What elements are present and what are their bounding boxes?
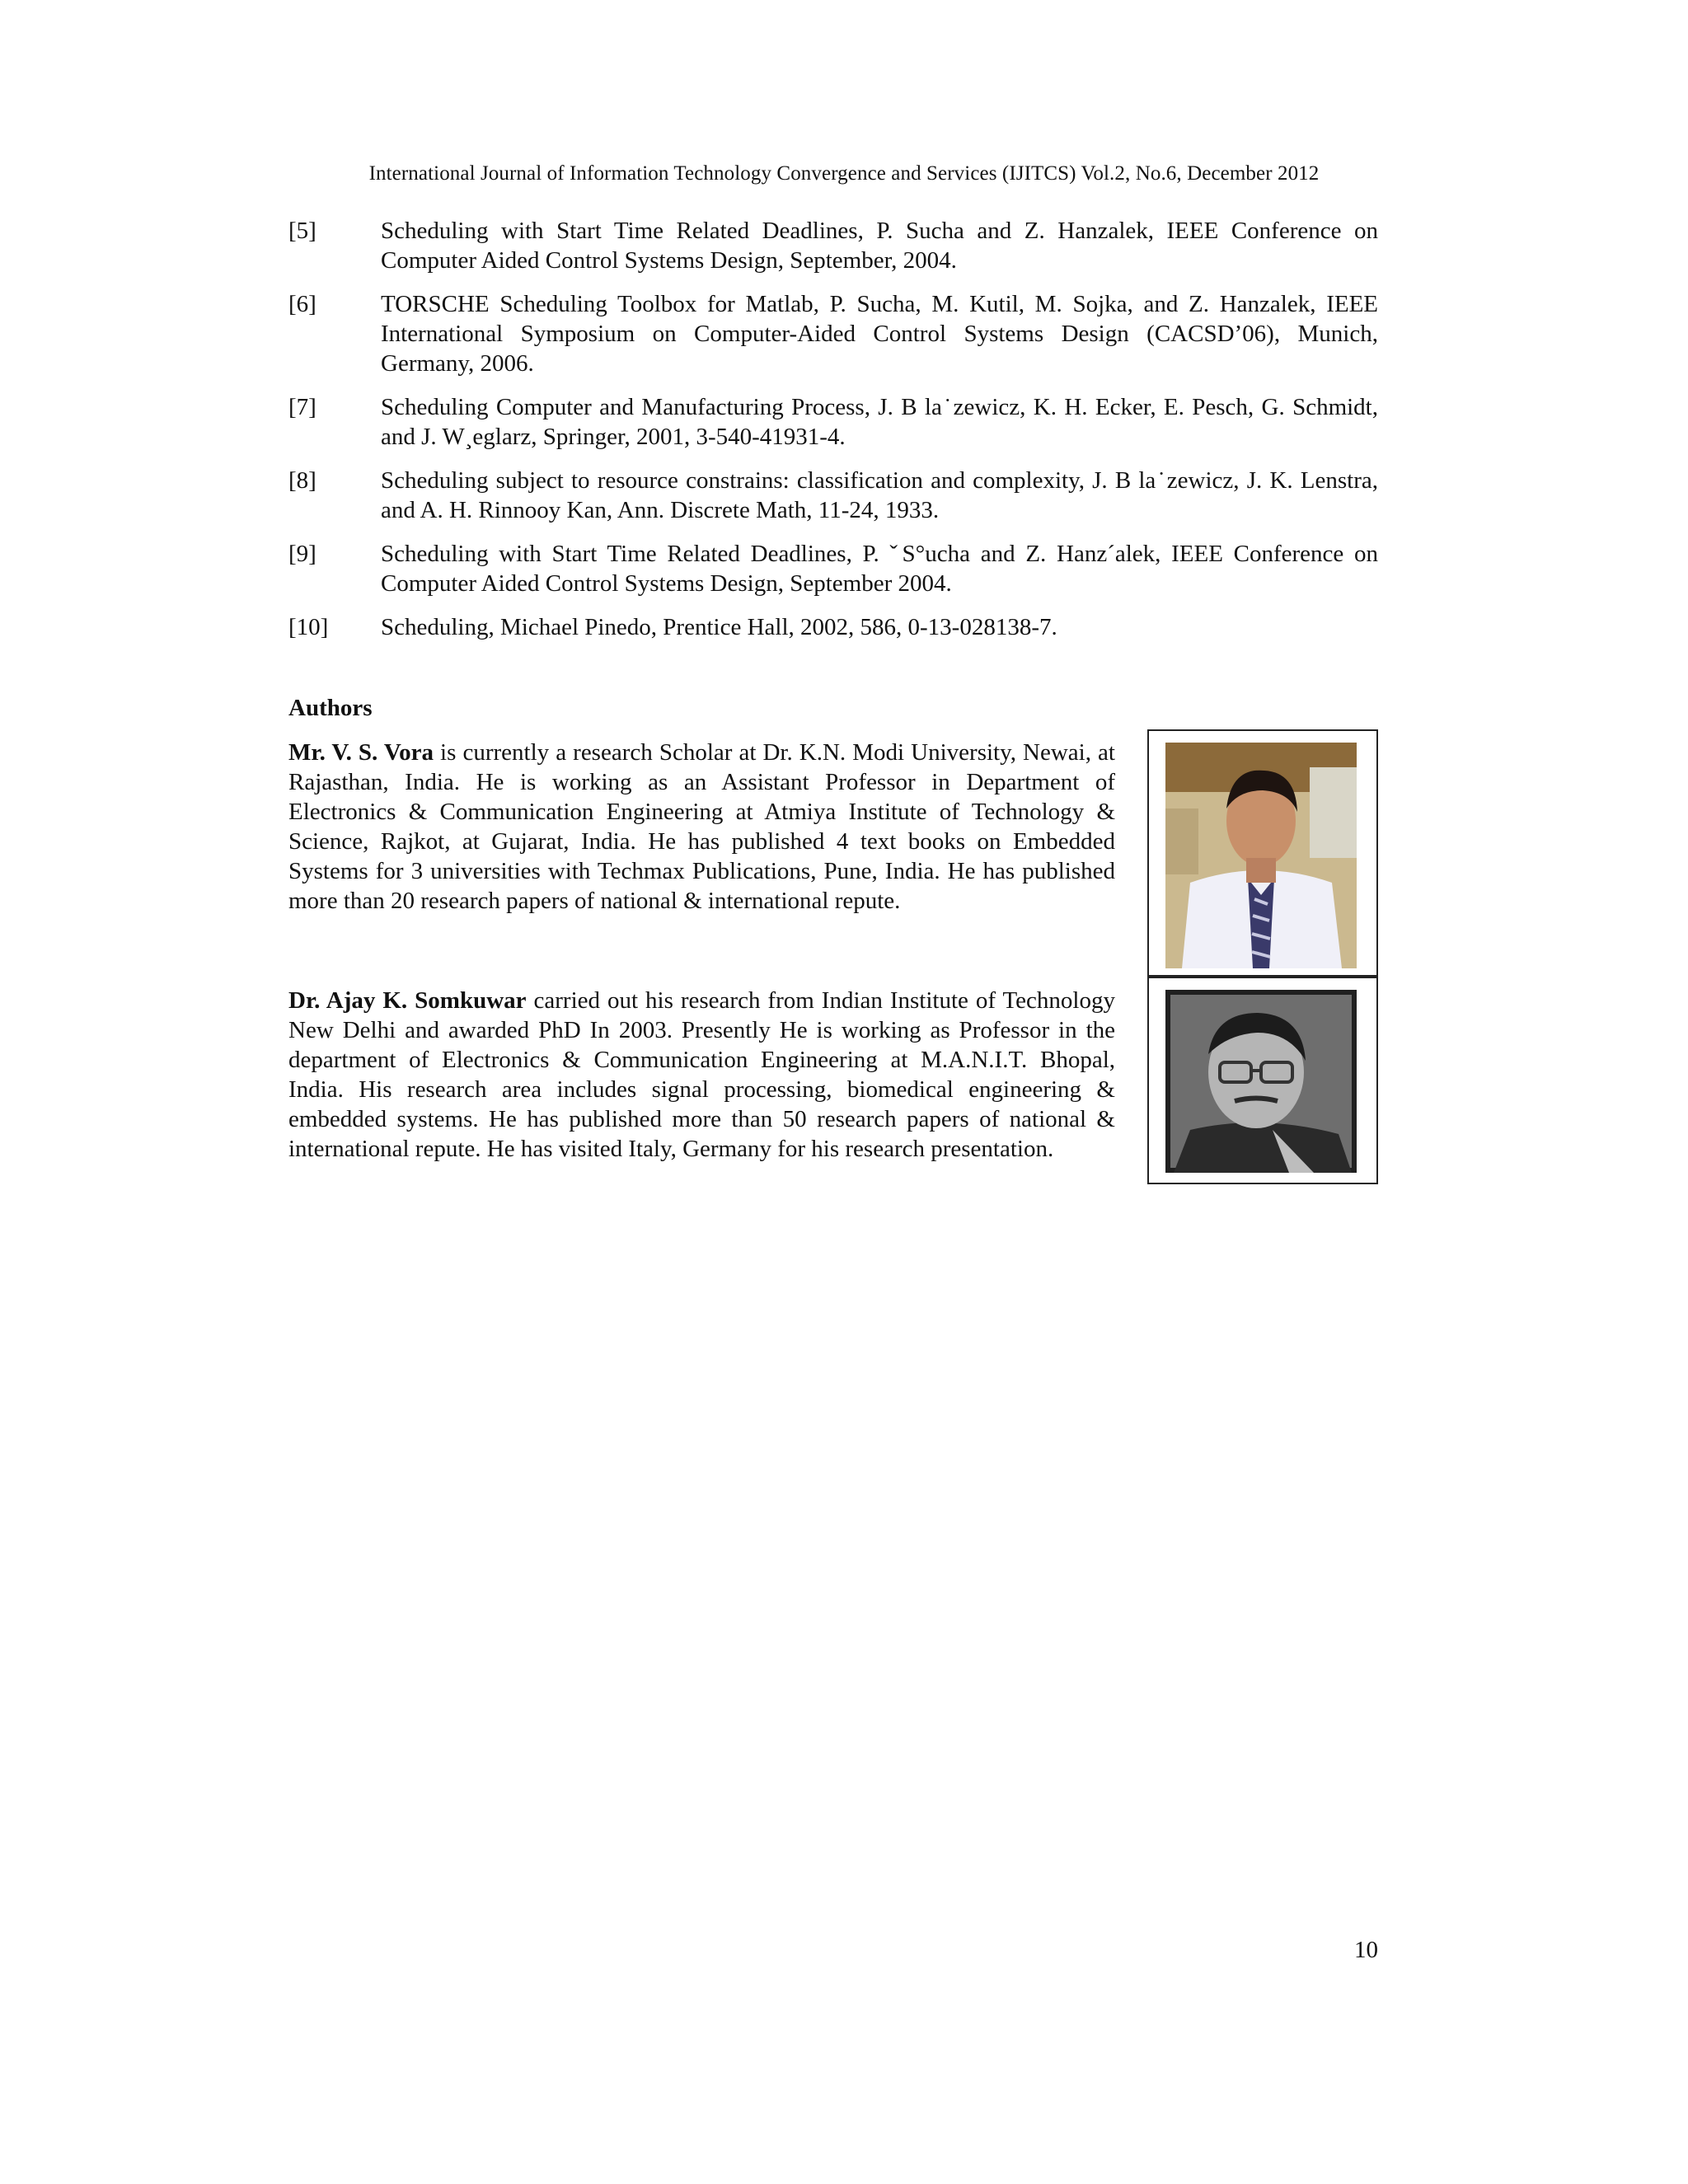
reference-text: TORSCHE Scheduling Toolbox for Matlab, P. Sucha, M. Kutil, M. Sojka, and Z. Hanzalek, IEEE International Symposium on Computer-Aided Control Systems Design (CACSD’06), Munich, Germany, 2006. bbox=[381, 291, 1378, 377]
page-number: 10 bbox=[1354, 1937, 1378, 1963]
reference-list bbox=[288, 216, 1378, 656]
author-photo bbox=[1165, 743, 1357, 968]
reference-item bbox=[288, 466, 1378, 525]
reference-text: Scheduling subject to resource constrains: classification and complexity, J. B la˙zewicz, J. K. Lenstra, and A. H. Rinnooy Kan, Ann. Discrete Math, 11-24, 1933. bbox=[381, 467, 1378, 523]
author-bio-text: is currently a research Scholar at Dr. K.N. Modi University, Newai, at Rajasthan, India. He is working as an Assistant Professor in Department of Electronics & Communication Engineering at Atmiya Institute of Technology & Science, Rajkot, at Gujarat, India. He has published 4 text books on Embedded Systems for 3 universities with Techmax Publications, Pune, India. He has published more than 20 research papers of national & international repute. bbox=[288, 739, 1115, 914]
author-photo-frame bbox=[1147, 977, 1378, 1184]
reference-number: [6] bbox=[288, 291, 316, 317]
reference-number: [9] bbox=[288, 541, 316, 567]
reference-item bbox=[288, 392, 1378, 452]
reference-item bbox=[288, 539, 1378, 598]
authors-heading: Authors bbox=[288, 695, 373, 721]
reference-text: Scheduling, Michael Pinedo, Prentice Hall, 2002, 586, 0-13-028138-7. bbox=[381, 614, 1057, 640]
reference-item bbox=[288, 216, 1378, 275]
author-bio bbox=[288, 738, 1115, 916]
reference-number: [10] bbox=[288, 614, 329, 640]
author-photo-frame bbox=[1147, 729, 1378, 977]
author-photo bbox=[1165, 990, 1357, 1173]
author-name: Dr. Ajay K. Somkuwar bbox=[288, 987, 527, 1014]
reference-text: Scheduling with Start Time Related Deadlines, P. ˇS°ucha and Z. Hanz´alek, IEEE Conference on Computer Aided Control Systems Design, September 2004. bbox=[381, 541, 1378, 597]
author-bio bbox=[288, 986, 1115, 1164]
reference-number: [8] bbox=[288, 467, 316, 494]
reference-text: Scheduling Computer and Manufacturing Process, J. B la˙zewicz, K. H. Ecker, E. Pesch, G. Schmidt, and J. W¸eglarz, Springer, 2001, 3-540-41931-4. bbox=[381, 394, 1378, 450]
author-name: Mr. V. S. Vora bbox=[288, 739, 434, 766]
reference-number: [5] bbox=[288, 218, 316, 244]
running-header: International Journal of Information Technology Convergence and Services (IJITCS) Vol.2, No.6, December 2012 bbox=[368, 162, 1320, 185]
reference-item bbox=[288, 612, 1378, 642]
reference-text: Scheduling with Start Time Related Deadlines, P. Sucha and Z. Hanzalek, IEEE Conference on Computer Aided Control Systems Design, September, 2004. bbox=[381, 218, 1378, 274]
author-bio-text: carried out his research from Indian Institute of Technology New Delhi and awarded PhD In 2003. Presently He is working as Professor in the department of Electronics & Communication Engineering at M.A.N.I.T. Bhopal, India. His research area includes signal processing, biomedical engineering & embedded systems. He has published more than 50 research papers of national & international repute. He has visited Italy, Germany for his research presentation. bbox=[288, 987, 1115, 1162]
reference-item bbox=[288, 289, 1378, 378]
reference-number: [7] bbox=[288, 394, 316, 420]
